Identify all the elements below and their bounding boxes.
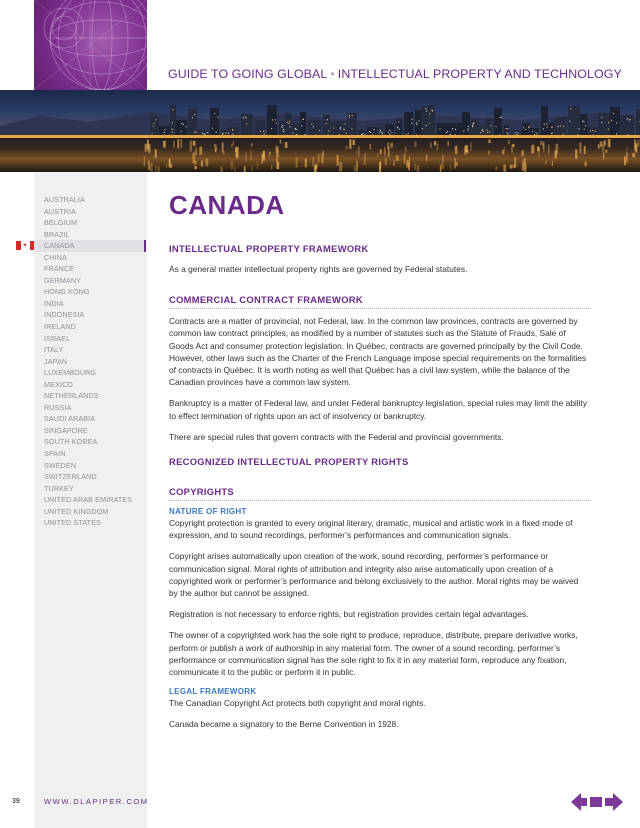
country-item-germany[interactable]: GERMANY bbox=[44, 275, 82, 285]
country-item-china[interactable]: CHINA bbox=[44, 252, 67, 262]
country-item-brazil[interactable]: BRAZIL bbox=[44, 229, 70, 239]
website-link[interactable]: WWW.DLAPIPER.COM bbox=[44, 797, 149, 806]
city-skyline-banner bbox=[0, 90, 640, 172]
commercial-paragraph-3: There are special rules that govern contracts with the Federal and provincial governments. bbox=[169, 431, 504, 442]
country-item-sweden[interactable]: SWEDEN bbox=[44, 460, 77, 470]
country-item-turkey[interactable]: TURKEY bbox=[44, 483, 74, 493]
country-item-australia[interactable]: AUSTRALIA bbox=[44, 195, 85, 204]
title-separator: • bbox=[330, 67, 335, 81]
commercial-paragraph-1: Contracts are a matter of provincial, not Federal, law. In the common law provinces, contracts are governed by common law contract principles, as modified by a number of statutes such as the Statute of Frauds, Sale of Goods Act and consumer protection legislation. In Québec, contracts are governed principally by the Civil Code. However, other laws such as the Charter of the French Language impose special requirements on the formalities of contracts in Québec. It is worth noting as well that Québec has a civil law system, while the balance of the Canadian provinces have a common law system. bbox=[169, 316, 587, 388]
country-item-israel[interactable]: ISRAEL bbox=[44, 333, 71, 343]
nature-paragraph-3: Registration is not necessary to enforce rights, but registration provides certain legal advantages. bbox=[169, 609, 529, 620]
menu-icon[interactable] bbox=[590, 797, 602, 807]
country-item-russia[interactable]: RUSSIA bbox=[44, 402, 72, 412]
country-item-united-kingdom[interactable]: UNITED KINGDOM bbox=[44, 506, 109, 516]
ip-framework-heading: INTELLECTUAL PROPERTY FRAMEWORK bbox=[169, 243, 369, 254]
country-item-france[interactable]: FRANCE bbox=[44, 264, 75, 274]
canada-flag-icon: ✦ bbox=[16, 241, 34, 250]
country-item-india[interactable]: INDIA bbox=[44, 298, 64, 308]
country-item-netherlands[interactable]: NETHERLANDS bbox=[44, 391, 99, 401]
legal-framework-heading: LEGAL FRAMEWORK bbox=[169, 687, 257, 697]
country-item-united-states[interactable]: UNITED STATES bbox=[44, 518, 101, 528]
country-item-austria[interactable]: AUSTRIA bbox=[44, 206, 76, 216]
guide-title bbox=[168, 67, 622, 81]
page-number: 39 bbox=[12, 798, 20, 805]
main-content bbox=[169, 190, 589, 740]
country-item-south-korea[interactable]: SOUTH KOREA bbox=[44, 437, 98, 447]
country-item-singapore[interactable]: SINGAPORE bbox=[44, 425, 88, 435]
commercial-heading: COMMERCIAL CONTRACT FRAMEWORK bbox=[169, 294, 589, 309]
legal-paragraph-2: Canada became a signatory to the Berne Convention in 1928. bbox=[169, 719, 399, 730]
country-item-hong-kong[interactable]: HONG KONG bbox=[44, 287, 90, 297]
nature-paragraph-2: Copyright arises automatically upon creation of the work, sound recording, performer’s performance or communication signal. Moral rights of attribution and integrity also arise automatically upon creation of a copyrighted work or performer’s performance and belong exclusively to the author. Moral rights may be waived by the author but cannot be assigned. bbox=[169, 551, 579, 599]
nature-paragraph-4: The owner of a copyrighted work has the sole right to produce, reproduce, distribute, prepare derivative works, perform or publish a work of authorship in any material form. The owner of a sound recording, performer’s performance or communication signal has the sole right to fix it in any material form, reproduce any fixation, communicate it to the public or perform it in public. bbox=[169, 630, 578, 678]
page-navigation bbox=[571, 793, 623, 811]
country-item-saudi-arabia[interactable]: SAUDI ARABIA bbox=[44, 414, 96, 424]
commercial-paragraph-2: Bankruptcy is a matter of Federal law, and under Federal bankruptcy legislation, special rules may limit the ability to effect termination of rights upon an act of insolvency or bankruptcy. bbox=[169, 398, 588, 421]
next-arrow-icon[interactable] bbox=[605, 793, 623, 811]
country-item-italy[interactable]: ITALY bbox=[44, 345, 64, 355]
country-item-spain[interactable]: SPAIN bbox=[44, 449, 66, 459]
nature-of-right-heading: NATURE OF RIGHT bbox=[169, 507, 247, 517]
country-item-japan[interactable]: JAPAN bbox=[44, 356, 68, 366]
country-item-united-arab-emirates[interactable]: UNITED ARAB EMIRATES bbox=[44, 495, 133, 505]
recognized-rights-heading: RECOGNIZED INTELLECTUAL PROPERTY RIGHTS bbox=[169, 456, 409, 468]
country-nav bbox=[44, 194, 150, 529]
copyrights-heading: COPYRIGHTS bbox=[169, 486, 589, 501]
globe-graphic bbox=[34, 0, 147, 90]
nature-paragraph-1: Copyright protection is granted to every original literary, dramatic, musical and artistic work in a fixed mode of expression, and to sound recordings, performer’s performances and communication signals. bbox=[169, 518, 573, 541]
country-item-indonesia[interactable]: INDONESIA bbox=[44, 310, 85, 320]
country-item-switzerland[interactable]: SWITZERLAND bbox=[44, 472, 97, 482]
ip-framework-text: As a general matter intellectual property rights are governed by Federal statutes. bbox=[169, 264, 468, 274]
guide-label: GUIDE TO GOING GLOBAL bbox=[168, 67, 328, 81]
country-item-luxembourg[interactable]: LUXEMBOURG bbox=[44, 368, 97, 378]
page-title: CANADA bbox=[169, 190, 285, 220]
country-item-canada[interactable]: CANADA bbox=[34, 240, 146, 252]
legal-paragraph-1: The Canadian Copyright Act protects both copyright and moral rights. bbox=[169, 698, 426, 709]
prev-arrow-icon[interactable] bbox=[571, 793, 587, 811]
country-item-belgium[interactable]: BELGIUM bbox=[44, 218, 78, 228]
country-item-ireland[interactable]: IRELAND bbox=[44, 322, 76, 332]
country-item-mexico[interactable]: MEXICO bbox=[44, 379, 73, 389]
section-label: INTELLECTUAL PROPERTY AND TECHNOLOGY bbox=[337, 67, 622, 81]
